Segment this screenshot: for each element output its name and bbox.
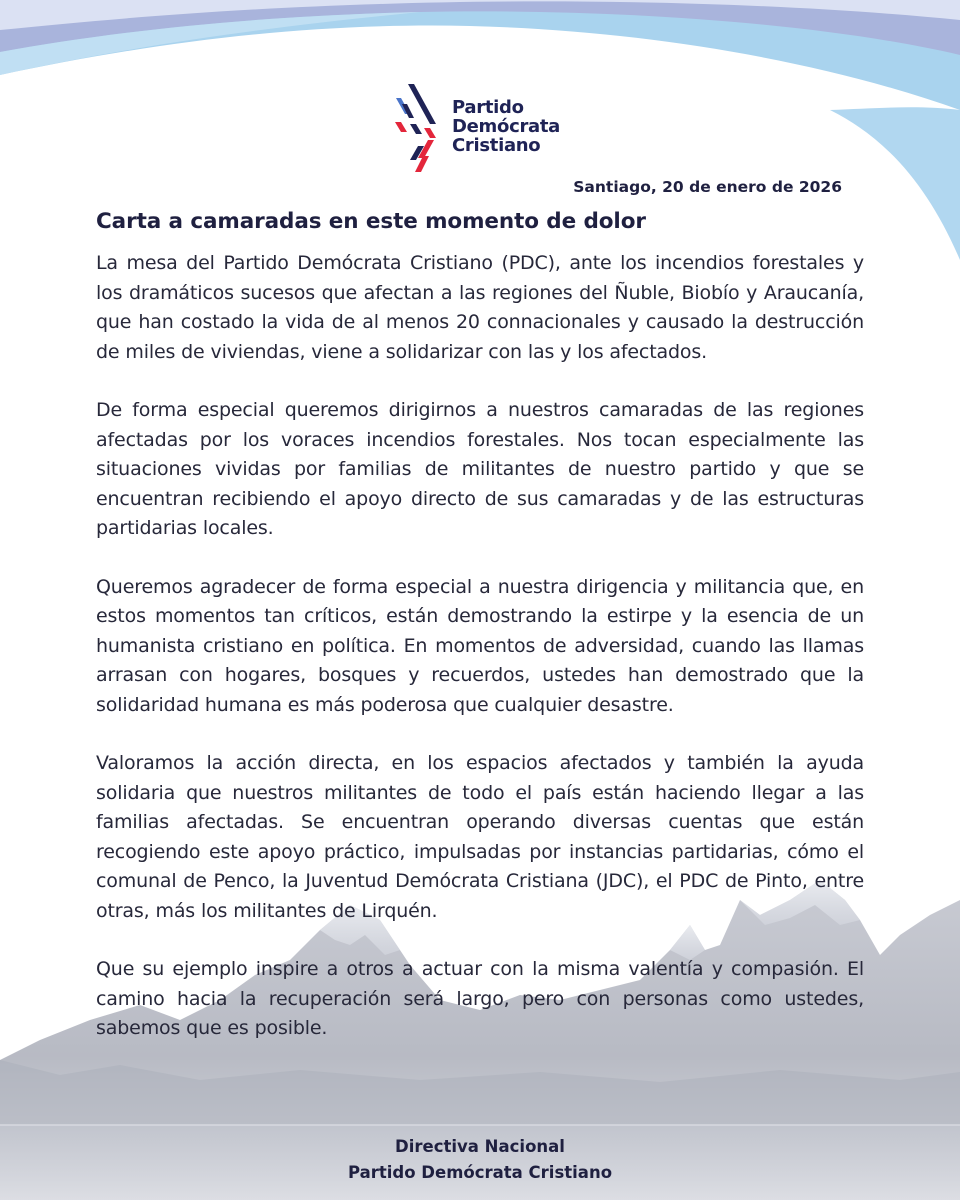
letter-date: Santiago, 20 de enero de 2026 [573,178,842,196]
letter-title: Carta a camaradas en este momento de dolor [96,209,646,234]
party-logo [390,80,580,176]
paragraph: De forma especial queremos dirigirnos a nuestros camaradas de las regiones afectadas por los voraces incendios forestales. Nos tocan especialmente las situaciones vividas por familias de militantes de nuestro partido y que se encuentran recibiendo el apoyo directo de sus camaradas y de las estructuras partidarias locales. [96,399,864,539]
logo-line-2: Demócrata [452,116,561,137]
logo-line-3: Cristiano [452,135,541,156]
signature-line-2: Partido Demócrata Cristiano [347,1163,613,1182]
paragraph: Queremos agradecer de forma especial a nuestra dirigencia y militancia que, en estos momentos tan críticos, están demostrando la estirpe y la esencia de un humanista cristiano en política. En momentos de adversidad, cuando las llamas arrasan con hogares, bosques y recuerdos, ustedes han demostrado que la solidaridad humana es más poderosa que cualquier desastre. [96,575,864,716]
paragraph: Valoramos la acción directa, en los espacios afectados y también la ayuda solidaria que nuestros militantes de todo el país están haciendo llegar a las familias afectadas. Se encuentran operando diversas cuentas que están recogiendo este apoyo práctico, impulsadas por instancias partidarias, cómo el comunal de Penco, la Juventud Demócrata Cristiana (JDC), el PDC de Pinto, entre otras, más los militantes de Lirquén. [96,752,864,922]
logo-line-1: Partido [452,97,524,118]
pdc-logo-mark-icon [390,80,450,176]
logo-wordmark [452,98,560,155]
paragraph: Que su ejemplo inspire a otros a actuar con la misma valentía y compasión. El camino hacia la recuperación será largo, pero con personas como ustedes, sabemos que es posible. [96,958,864,1039]
paragraph: La mesa del Partido Demócrata Cristiano (PDC), ante los incendios forestales y los dramáticos sucesos que afectan a las regiones del Ñuble, Biobío y Araucanía, que han costado la vida de al menos 20 connacionales y causado la destrucción de miles de viviendas, viene a solidarizar con las y los afectados. [96,252,864,363]
signature-line-1: Directiva Nacional [395,1137,565,1156]
letter-body [96,249,864,1073]
